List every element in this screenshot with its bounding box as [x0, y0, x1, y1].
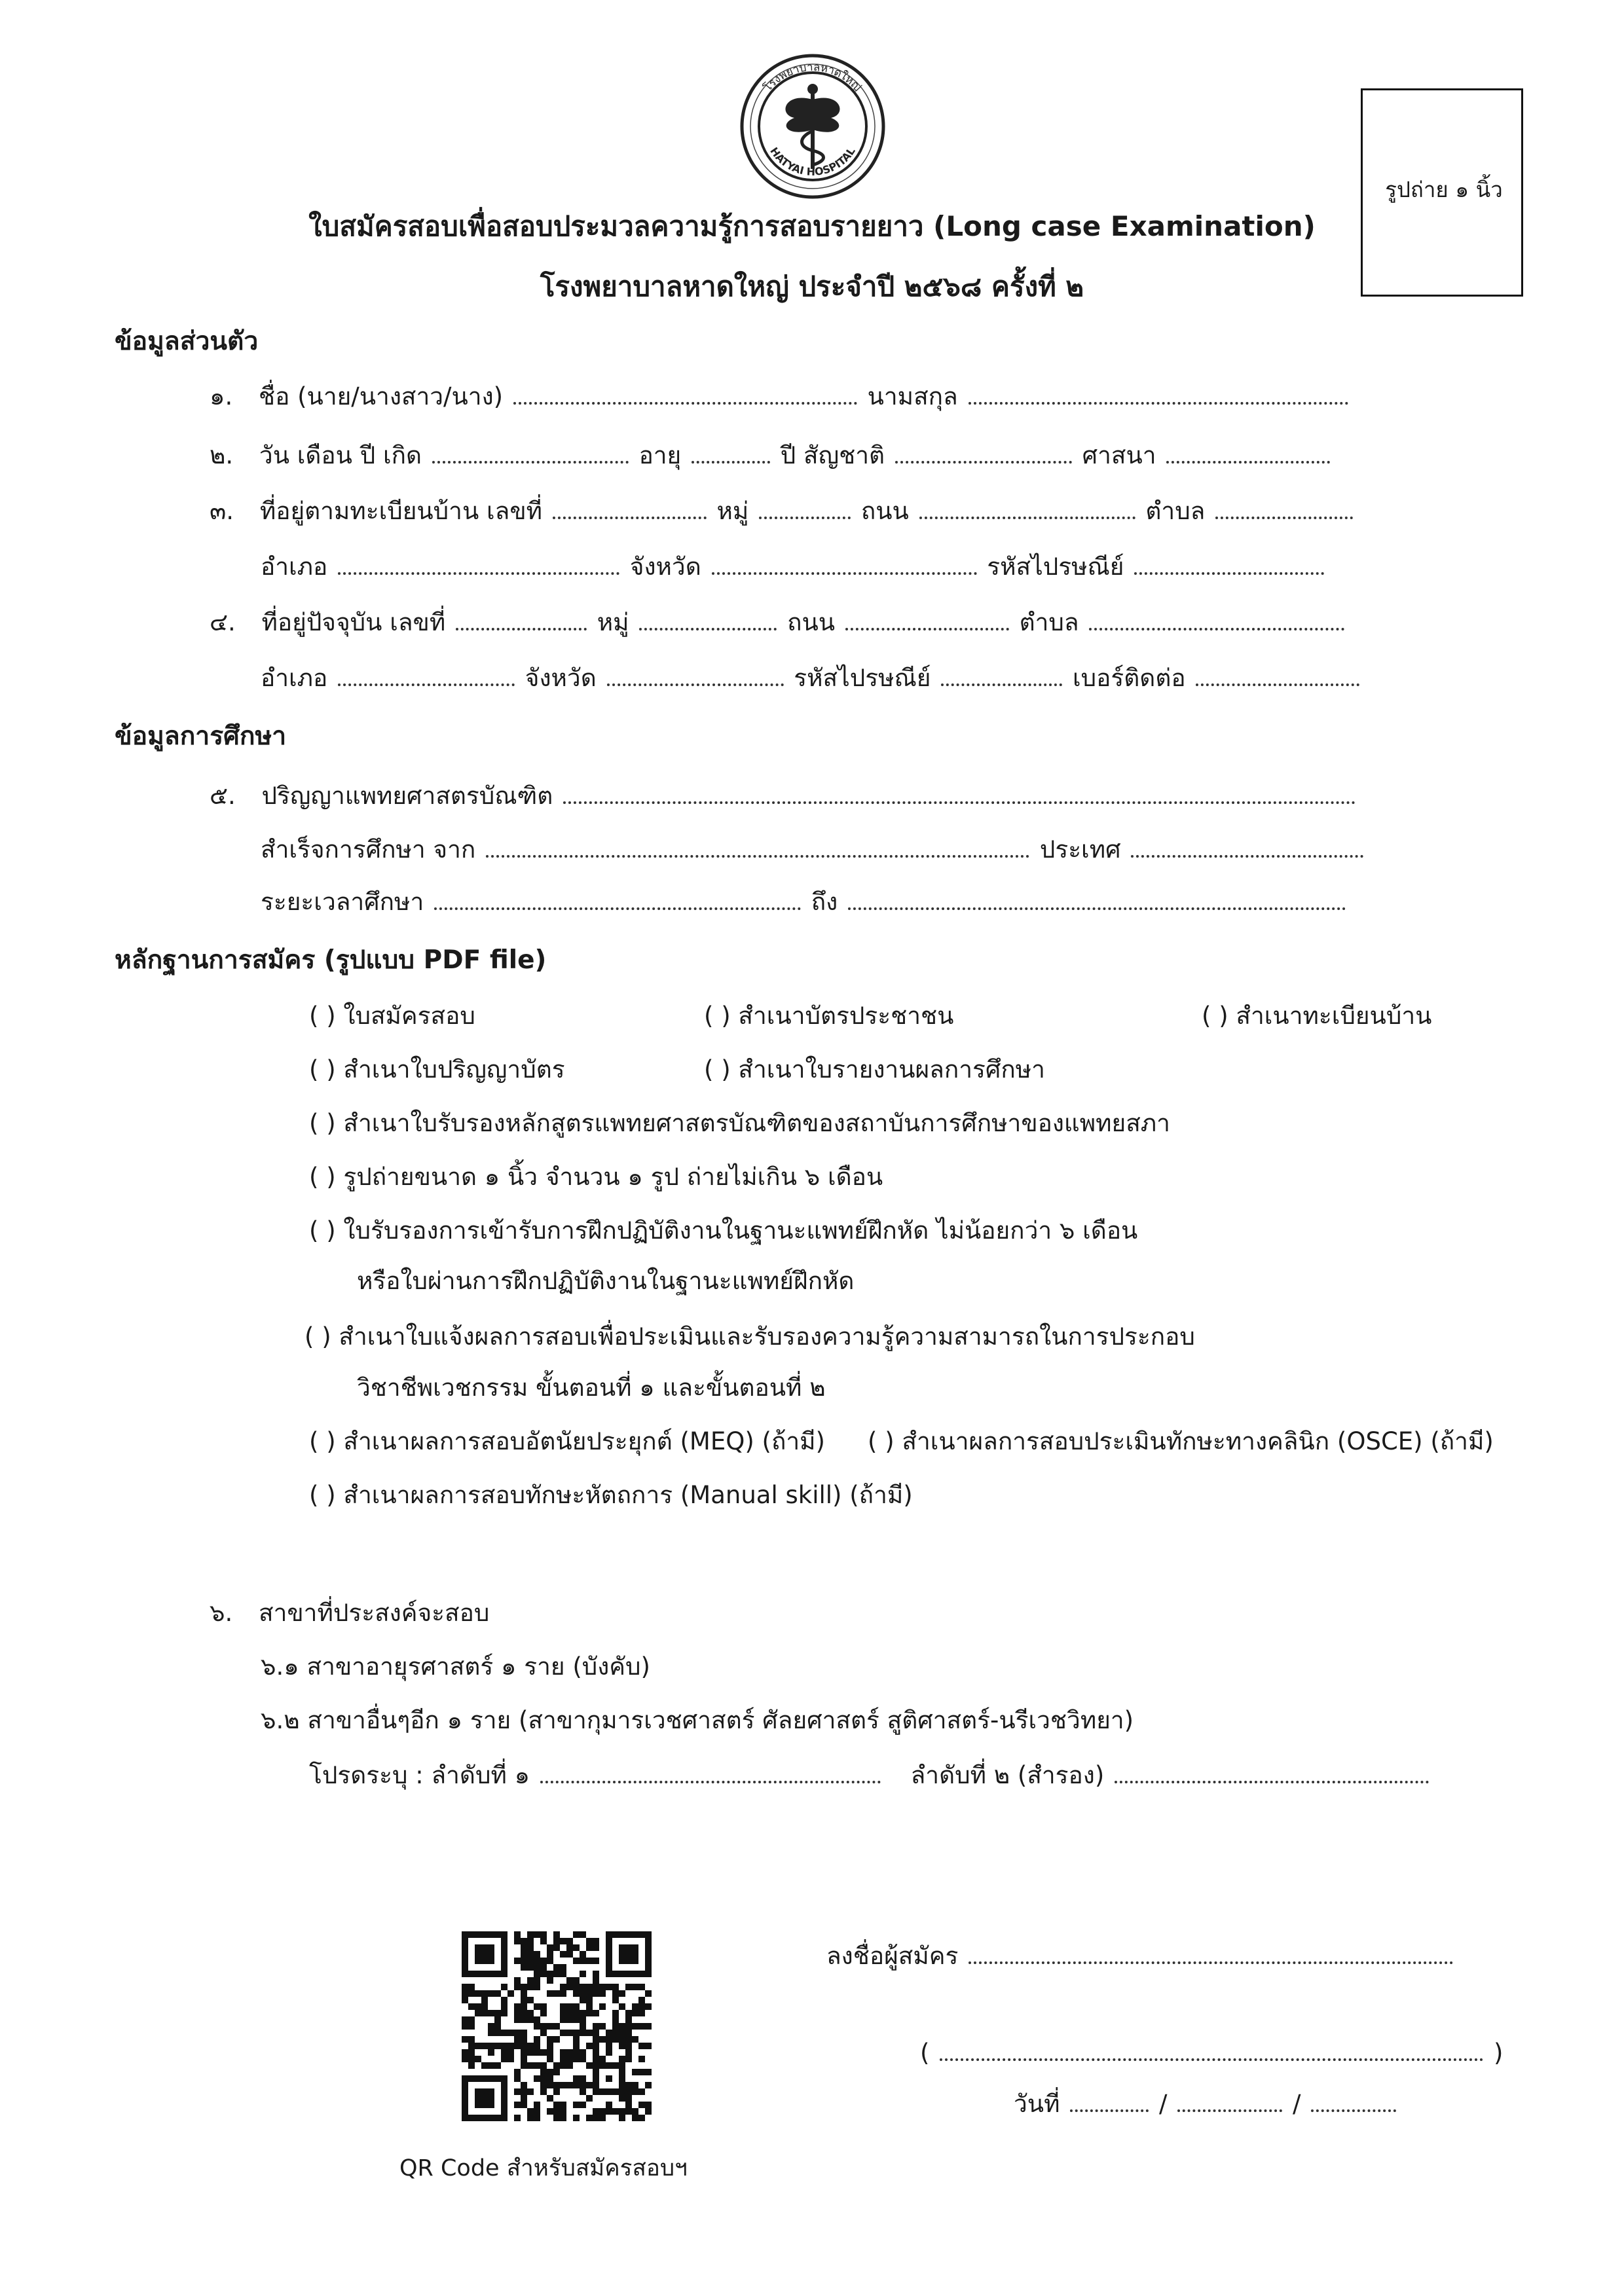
house-reg-no-field[interactable]	[553, 494, 707, 519]
checkbox-curriculum-certification[interactable]: ( ) สำเนาใบรับรองหลักสูตรแพทยศาสตรบัณฑิตของสถาบันการศึกษาของแพทยสภา	[309, 1109, 1170, 1137]
checkbox-osce-result[interactable]: ( ) สำเนาผลการสอบประเมินทักษะทางคลินิก (OSCE) (ถ้ามี)	[868, 1427, 1494, 1455]
surname-label: นามสกุล	[867, 382, 958, 410]
house-reg-moo-field[interactable]	[759, 494, 851, 519]
house-reg-province-field[interactable]	[712, 550, 977, 575]
q3-row-1: ๓. ที่อยู่ตามทะเบียนบ้าน เลขที่ หมู่ ถนน ตำบล	[210, 494, 1356, 527]
house-reg-amphoe-field[interactable]	[338, 550, 619, 575]
checkbox-application-form[interactable]: ( ) ใบสมัครสอบ	[309, 1002, 475, 1030]
country-field[interactable]	[1131, 833, 1363, 858]
house-reg-postcode-label: รหัสไปรษณีย์	[987, 553, 1124, 581]
phone-field[interactable]	[1196, 661, 1359, 686]
study-end-field[interactable]	[848, 885, 1346, 910]
religion-field[interactable]	[1166, 439, 1330, 464]
age-label: อายุ	[638, 441, 682, 469]
rank-row	[309, 1758, 1431, 1791]
nationality-field[interactable]	[895, 439, 1072, 464]
date-row: วันที่ / /	[1014, 2087, 1399, 2120]
qr-caption: QR Code สำหรับสมัครสอบฯ	[399, 2155, 688, 2181]
study-to-label: ถึง	[811, 888, 838, 916]
q5-row-1: ๕. ปริญญาแพทยศาสตรบัณฑิต	[210, 779, 1358, 812]
house-reg-road-field[interactable]	[919, 494, 1135, 519]
current-address-no-field[interactable]	[456, 606, 587, 630]
name-field[interactable]	[513, 380, 857, 405]
dob-field[interactable]	[432, 439, 629, 464]
house-reg-tambon-field[interactable]	[1215, 494, 1353, 519]
current-postcode-label: รหัสไปรษณีย์	[794, 664, 931, 692]
study-start-field[interactable]	[434, 885, 801, 910]
q3-row-2	[261, 550, 1327, 583]
q1-row: ๑. ชื่อ (นาย/นางสาว/นาง) นามสกุล	[210, 380, 1351, 412]
q4-row-2	[261, 661, 1362, 694]
signature-label: ลงชื่อผู้สมัคร	[826, 1942, 959, 1970]
current-province-label: จังหวัด	[525, 664, 597, 692]
checkbox-transcript-copy[interactable]: ( ) สำเนาใบรายงานผลการศึกษา	[704, 1055, 1045, 1084]
section-heading-evidence: หลักฐานการสมัคร (รูปแบบ PDF file)	[115, 945, 547, 975]
date-year-field[interactable]	[1311, 2087, 1396, 2112]
photo-label: รูปถ่าย ๑ นิ้ว	[1385, 177, 1503, 202]
q2-row: ๒. วัน เดือน ปี เกิด อายุ ปี สัญชาติ ศาสนา	[210, 439, 1333, 471]
graduated-from-label: สำเร็จการศึกษา จาก	[261, 835, 476, 864]
current-road-label: ถนน	[787, 608, 836, 636]
hospital-seal-logo	[739, 52, 887, 200]
degree-label: ปริญญาแพทยศาสตรบัณฑิต	[261, 782, 553, 810]
internship-certificate-alt-text: หรือใบผ่านการฝึกปฏิบัติงานในฐานะแพทย์ฝึกหัด	[357, 1267, 855, 1295]
rank2-label: ลำดับที่ ๒ (สำรอง)	[910, 1761, 1105, 1789]
graduated-from-field[interactable]	[486, 833, 1029, 858]
checkbox-manual-skill-result[interactable]: ( ) สำเนาผลการสอบทักษะหัตถการ (Manual skill) (ถ้ามี)	[309, 1481, 913, 1509]
checkbox-photo[interactable]: ( ) รูปถ่ายขนาด ๑ นิ้ว จำนวน ๑ รูป ถ่ายไม่เกิน ๖ เดือน	[309, 1163, 883, 1191]
study-period-label: ระยะเวลาศึกษา	[261, 888, 424, 916]
house-reg-moo-label: หมู่	[716, 497, 749, 525]
house-reg-tambon-label: ตำบล	[1145, 497, 1206, 525]
printed-name-field[interactable]	[940, 2036, 1483, 2061]
current-amphoe-field[interactable]	[338, 661, 515, 686]
checkbox-house-registration-copy[interactable]: ( ) สำเนาทะเบียนบ้าน	[1202, 1002, 1432, 1030]
current-address-label: ที่อยู่ปัจจุบัน เลขที่	[261, 608, 446, 636]
dob-label: วัน เดือน ปี เกิด	[259, 441, 422, 469]
country-label: ประเทศ	[1039, 835, 1121, 864]
age-field[interactable]	[692, 439, 770, 464]
rank2-field[interactable]	[1115, 1758, 1429, 1783]
degree-field[interactable]	[563, 779, 1356, 804]
current-moo-label: หมู่	[597, 608, 629, 636]
rank1-field[interactable]	[540, 1758, 881, 1783]
house-reg-road-label: ถนน	[860, 497, 909, 525]
form-subtitle: โรงพยาบาลหาดใหญ่ ประจำปี ๒๕๖๘ ครั้งที่ ๒	[540, 270, 1084, 302]
branch-medicine-line: ๖.๑ สาขาอายุรศาสตร์ ๑ ราย (บังคับ)	[261, 1652, 650, 1681]
checkbox-license-exam-result[interactable]: ( ) สำเนาใบแจ้งผลการสอบเพื่อประเมินและรับรองความรู้ความสามารถในการประกอบ	[304, 1322, 1195, 1351]
current-tambon-label: ตำบล	[1019, 608, 1079, 636]
checkbox-id-card-copy[interactable]: ( ) สำเนาบัตรประชาชน	[704, 1002, 954, 1030]
current-province-field[interactable]	[607, 661, 784, 686]
qr-code[interactable]	[462, 1931, 652, 2121]
q5-row-3	[261, 885, 1348, 918]
current-postcode-field[interactable]	[941, 661, 1062, 686]
q5-row-2	[261, 833, 1366, 866]
branch-other-line: ๖.๒ สาขาอื่นๆอีก ๑ ราย (สาขากุมารเวชศาสตร์ ศัลยศาสตร์ สูติศาสตร์-นรีเวชวิทยา)	[261, 1706, 1134, 1734]
printed-name-row: ( )	[920, 2036, 1503, 2069]
svg-text:HATYAI HOSPITAL: HATYAI HOSPITAL	[767, 145, 858, 178]
rank1-label: โปรดระบุ : ลำดับที่ ๑	[309, 1761, 530, 1789]
section-heading-personal: ข้อมูลส่วนตัว	[115, 327, 259, 356]
date-day-field[interactable]	[1070, 2087, 1149, 2112]
q4-row-1: ๔. ที่อยู่ปัจจุบัน เลขที่ หมู่ ถนน ตำบล	[210, 606, 1347, 638]
date-month-field[interactable]	[1177, 2087, 1282, 2112]
current-amphoe-label: อำเภอ	[261, 664, 328, 692]
checkbox-meq-result[interactable]: ( ) สำเนาผลการสอบอัตนัยประยุกต์ (MEQ) (ถ้ามี)	[309, 1427, 825, 1455]
name-label: ชื่อ (นาย/นางสาว/นาง)	[259, 382, 504, 410]
date-label: วันที่	[1014, 2090, 1060, 2118]
checkbox-internship-certificate[interactable]: ( ) ใบรับรองการเข้ารับการฝึกปฏิบัติงานในฐานะแพทย์ฝึกหัด ไม่น้อยกว่า ๖ เดือน	[309, 1216, 1138, 1245]
house-reg-amphoe-label: อำเภอ	[261, 553, 328, 581]
license-exam-result-cont: วิชาชีพเวชกรรม ขั้นตอนที่ ๑ และขั้นตอนที่ ๒	[357, 1374, 826, 1402]
signature-row	[826, 1939, 1456, 1972]
religion-label: ศาสนา	[1082, 441, 1156, 469]
surname-field[interactable]	[969, 380, 1348, 405]
phone-label: เบอร์ติดต่อ	[1073, 664, 1186, 692]
house-reg-postcode-field[interactable]	[1134, 550, 1324, 575]
form-title: ใบสมัครสอบเพื่อสอบประมวลความรู้การสอบรายยาว (Long case Examination)	[308, 210, 1316, 242]
q6-heading: ๖. สาขาที่ประสงค์จะสอบ	[210, 1599, 490, 1627]
checkbox-degree-certificate-copy[interactable]: ( ) สำเนาใบปริญญาบัตร	[309, 1055, 565, 1084]
house-reg-province-label: จังหวัด	[629, 553, 701, 581]
signature-field[interactable]	[969, 1939, 1453, 1964]
nationality-label: ปี สัญชาติ	[780, 441, 885, 469]
current-road-field[interactable]	[845, 606, 1009, 630]
house-reg-label: ที่อยู่ตามทะเบียนบ้าน เลขที่	[259, 497, 543, 525]
section-heading-education: ข้อมูลการศึกษา	[115, 721, 287, 751]
current-moo-field[interactable]	[639, 606, 777, 630]
svg-text:โรงพยาบาลหาดใหญ่: โรงพยาบาลหาดใหญ่	[761, 60, 864, 94]
current-tambon-field[interactable]	[1089, 606, 1344, 630]
